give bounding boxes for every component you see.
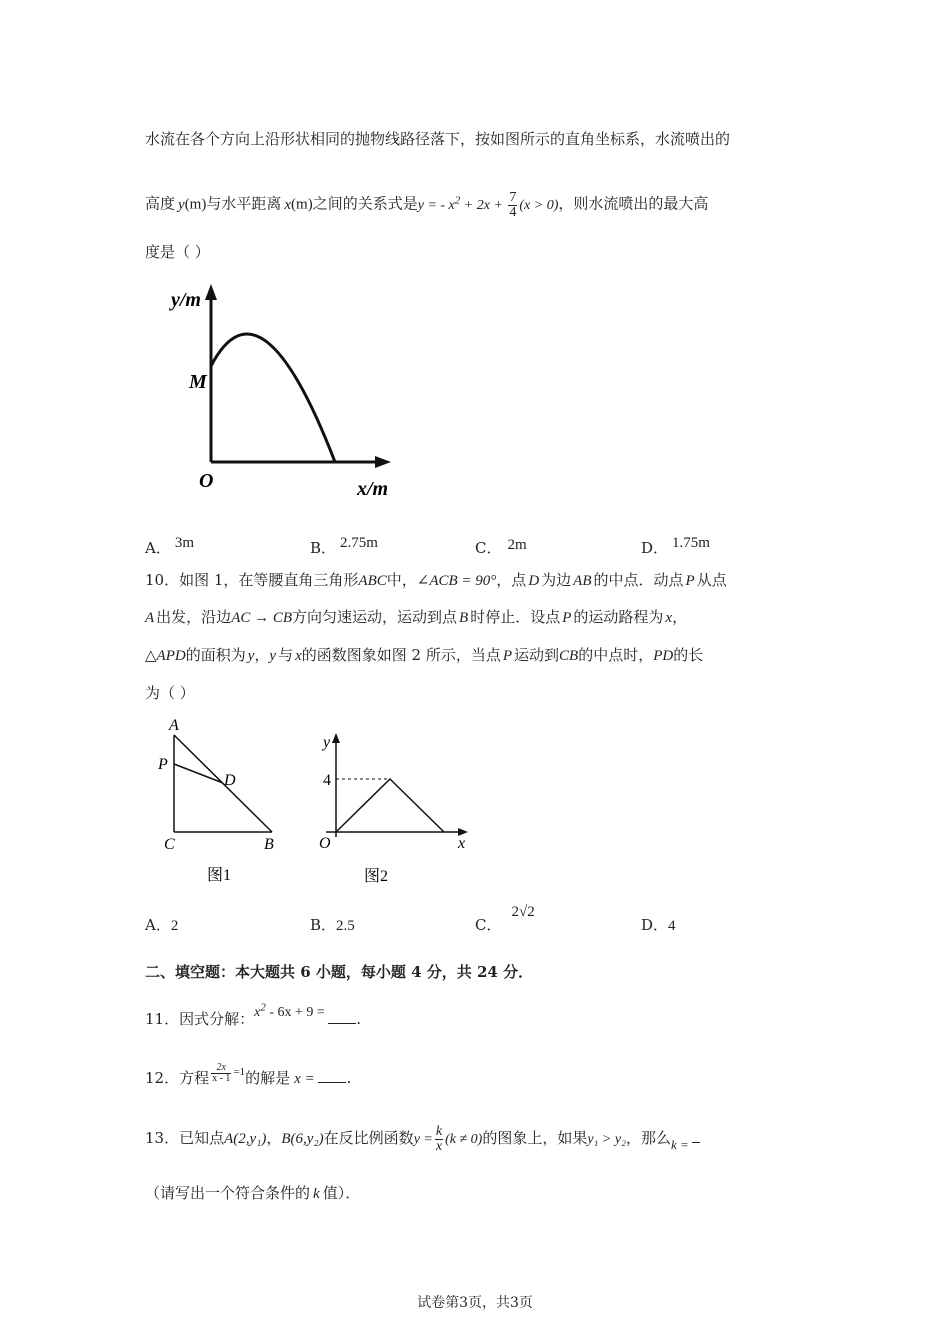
- q10-l2-x: x: [665, 610, 673, 626]
- q10-option-d-letter: D．: [641, 916, 669, 934]
- q10-l3-d: 的函数图象如图 2 所示，当点: [301, 646, 501, 664]
- q13-label: 13．已知点: [145, 1129, 225, 1147]
- q10-l2-path: AC → CB: [231, 610, 293, 626]
- q9-option-a-value: 3m: [174, 535, 195, 551]
- q9-line2: [145, 180, 708, 220]
- q10-l3-a: 的面积为: [185, 646, 246, 664]
- q10-l1-abc: ABC: [358, 573, 387, 589]
- q9-line3: 度是（ ）: [145, 243, 210, 261]
- q10-l3-e: 运动到: [514, 646, 560, 664]
- q10-l1-e: 为边: [541, 571, 572, 589]
- fig2-y-arrow: [332, 733, 340, 743]
- section2-title: 二、填空题：本大题共 6 小题，每小题 4 分，共 24 分．: [145, 963, 534, 981]
- q10-option-c[interactable]: [475, 904, 535, 935]
- fig2-caption: 图2: [364, 868, 389, 885]
- q13-line2-k: k: [313, 1186, 320, 1202]
- q10-figure1-triangle: [150, 712, 290, 892]
- q9-unit-m-2: (m): [291, 196, 313, 213]
- q9-x-arrow: [375, 456, 391, 468]
- q9-line1: 水流在各个方向上沿形状相同的抛物线路径落下，按如图所示的直角坐标系，水流喷出的: [145, 130, 731, 148]
- q10-option-c-letter: C．: [475, 916, 502, 934]
- q13-ineq: y₁ > y₂: [587, 1132, 626, 1147]
- q10-l3-y2: y: [269, 648, 277, 664]
- q10-line2: [145, 606, 687, 627]
- q10-l3-g: 的长: [673, 646, 704, 664]
- q9-option-a[interactable]: [145, 537, 194, 558]
- q11-end: .: [356, 1010, 362, 1028]
- fig1-label-p: P: [158, 756, 168, 773]
- fig1-segment-pd: [174, 764, 223, 783]
- q10-l2-b: 方向匀速运动，运动到点: [292, 608, 458, 626]
- q10-l2-a-pt: A: [145, 610, 155, 626]
- q10-option-c-value: 2√2: [511, 904, 535, 920]
- q9-option-c-value: 2m: [507, 537, 527, 553]
- q10-l1-angle: ∠ACB = 90°: [416, 573, 497, 589]
- q10-l3-tri: △APD: [145, 648, 186, 664]
- q9-y-label: y/m: [171, 289, 201, 311]
- q9-unit-m-1: (m): [184, 196, 207, 213]
- q11-expr-b: - 6x + 9 =: [265, 1005, 329, 1020]
- q10-option-d-value: 4: [668, 918, 676, 934]
- q10-l1-p: P: [685, 573, 695, 589]
- fig1-side-ab: [174, 735, 272, 832]
- q9-frac-den: 4: [509, 204, 517, 220]
- q10-l3-pd: PD: [653, 648, 674, 664]
- fig1-label-c: C: [164, 836, 175, 853]
- q13-line2: [145, 1182, 360, 1203]
- q11-expr-sup: 2: [260, 1001, 266, 1014]
- q9-text-c: 之间的关系式是: [312, 194, 418, 213]
- q10-option-b[interactable]: [310, 914, 355, 935]
- q12-mid: 的解是: [245, 1069, 291, 1087]
- q9-option-d[interactable]: [641, 537, 710, 558]
- q10-l2-d: 的运动路程为: [573, 608, 664, 626]
- q9-formula-sup: 2: [454, 194, 461, 206]
- q10-option-b-letter: B．: [310, 916, 337, 934]
- q13-sep: ，: [266, 1129, 282, 1147]
- q9-formula: [417, 189, 559, 220]
- q10-l2-a: 出发，沿边: [156, 608, 232, 626]
- q11-answer-blank[interactable]: [328, 1009, 356, 1024]
- q10-l1-d: D: [528, 573, 540, 589]
- q13-line2-a: （请写出一个符合条件的: [145, 1184, 311, 1202]
- q13-answer-blank[interactable]: [692, 1128, 700, 1143]
- q13-k-eq: k =: [670, 1137, 692, 1152]
- fig1-label-d: D: [224, 772, 236, 789]
- q10-l3-y: y: [247, 648, 255, 664]
- q9-text-d: ，则水流喷出的最大高: [558, 194, 709, 213]
- q9-x-label: x/m: [357, 478, 389, 500]
- q10-l2-c-pt: P: [562, 610, 572, 626]
- fig1-label-b: B: [264, 836, 274, 853]
- q10-figure2-graph: [310, 725, 480, 890]
- q13-mid2: 的图象上，如果: [482, 1129, 588, 1147]
- q11-label: 11．因式分解：: [145, 1010, 255, 1028]
- q9-var-x: x: [284, 196, 292, 213]
- q9-text-b: 与水平距离: [206, 194, 282, 213]
- q9-option-b[interactable]: [310, 537, 378, 558]
- q12-frac-num: 2x: [211, 1063, 231, 1074]
- q12-x-eq: x =: [294, 1071, 319, 1087]
- q9-var-y: y: [178, 196, 185, 213]
- q10-l1-b: 中，: [386, 571, 417, 589]
- q10-l1-f: 的中点．动点: [593, 571, 684, 589]
- page-footer: 试卷第3页，共3页: [417, 1295, 533, 1311]
- q12-label: 12．方程: [145, 1069, 210, 1087]
- q10-l3-cb: CB: [559, 648, 579, 664]
- q9-y-arrow: [205, 284, 217, 300]
- q10-option-a[interactable]: [145, 914, 178, 935]
- q13-point-b: B(6,y₂): [281, 1131, 324, 1147]
- q10-line3: [145, 644, 703, 665]
- q9-parabola-curve: [211, 334, 335, 462]
- q9-formula-left: y = - x: [417, 197, 455, 213]
- q13-cond: (k ≠ 0): [445, 1132, 483, 1147]
- q13-mid: 在反比例函数: [323, 1129, 414, 1147]
- q10-l2-c: 时停止．设点: [470, 608, 561, 626]
- q9-text-a: 高度: [145, 194, 176, 213]
- q10-line4: 为（ ）: [145, 684, 195, 702]
- q10-option-a-letter: A．: [145, 916, 171, 934]
- q13-func-y: y =: [413, 1132, 433, 1147]
- q9-option-c-letter: C．: [475, 539, 502, 557]
- q10-option-d[interactable]: [641, 914, 676, 935]
- q10-line1: [145, 569, 727, 590]
- fig2-label-x: x: [458, 835, 466, 852]
- q11-expr-a: x: [254, 1005, 261, 1020]
- q9-option-c[interactable]: [475, 537, 527, 558]
- q10-l1-a: 10．如图 1，在等腰直角三角形: [145, 571, 359, 589]
- fig1-caption: 图1: [207, 867, 232, 884]
- fig2-label-four: 4: [323, 772, 331, 789]
- q12-eq: =1: [233, 1066, 246, 1078]
- q9-option-b-letter: B．: [310, 539, 337, 557]
- fig1-label-a: A: [169, 717, 179, 734]
- q13-point-a: A(2,y₁): [224, 1131, 267, 1147]
- q10-l3-c: 与: [278, 646, 294, 664]
- q9-option-d-letter: D．: [641, 539, 669, 557]
- q13-frac-x: x: [435, 1139, 443, 1155]
- q12-answer-blank[interactable]: [318, 1068, 346, 1083]
- q12-frac-den: x - 1: [212, 1072, 231, 1084]
- q9-point-m: M: [189, 371, 207, 393]
- q13-line1: [145, 1118, 700, 1158]
- q12-fraction: [211, 1063, 231, 1084]
- q9-formula-cond: (x > 0): [519, 197, 559, 213]
- q9-origin: O: [199, 470, 214, 492]
- q13-fraction: [435, 1125, 443, 1154]
- q10-l3-p: P: [502, 648, 513, 664]
- q9-formula-mid: + 2x +: [460, 197, 507, 213]
- q10-l1-c: ，点: [496, 571, 527, 589]
- q10-option-a-value: 2: [170, 918, 179, 934]
- q9-frac-num: 7: [509, 189, 517, 205]
- q11-expr: [254, 1001, 329, 1020]
- q12-end: .: [346, 1069, 352, 1087]
- q9-option-d-value: 1.75m: [672, 535, 710, 551]
- fig2-label-y: y: [323, 734, 331, 751]
- q9-option-a-letter: A．: [145, 539, 171, 557]
- q9-parabola-graph: [165, 280, 405, 502]
- q10-l3-x: x: [295, 648, 302, 664]
- q10-l1-g: 从点: [696, 571, 727, 589]
- q10-l2-e: ，: [672, 608, 688, 626]
- q10-l1-ab: AB: [573, 573, 592, 589]
- q9-fraction: [508, 191, 517, 220]
- q13-func: [413, 1124, 483, 1155]
- fig2-function-line: [336, 779, 444, 832]
- q11-line: [145, 1001, 362, 1029]
- q10-l3-f: 的中点时，: [578, 646, 654, 664]
- q10-l2-b-pt: B: [459, 610, 469, 626]
- q13-frac-k: k: [435, 1124, 443, 1140]
- q13-line2-end: 值）．: [322, 1184, 361, 1202]
- q9-option-b-value: 2.75m: [340, 535, 378, 551]
- fig2-label-origin: O: [319, 835, 331, 852]
- q10-l3-b: ，: [254, 646, 270, 664]
- q10-option-b-value: 2.5: [336, 918, 355, 934]
- q13-mid3: ，那么: [625, 1129, 671, 1147]
- q12-line: [145, 1058, 351, 1098]
